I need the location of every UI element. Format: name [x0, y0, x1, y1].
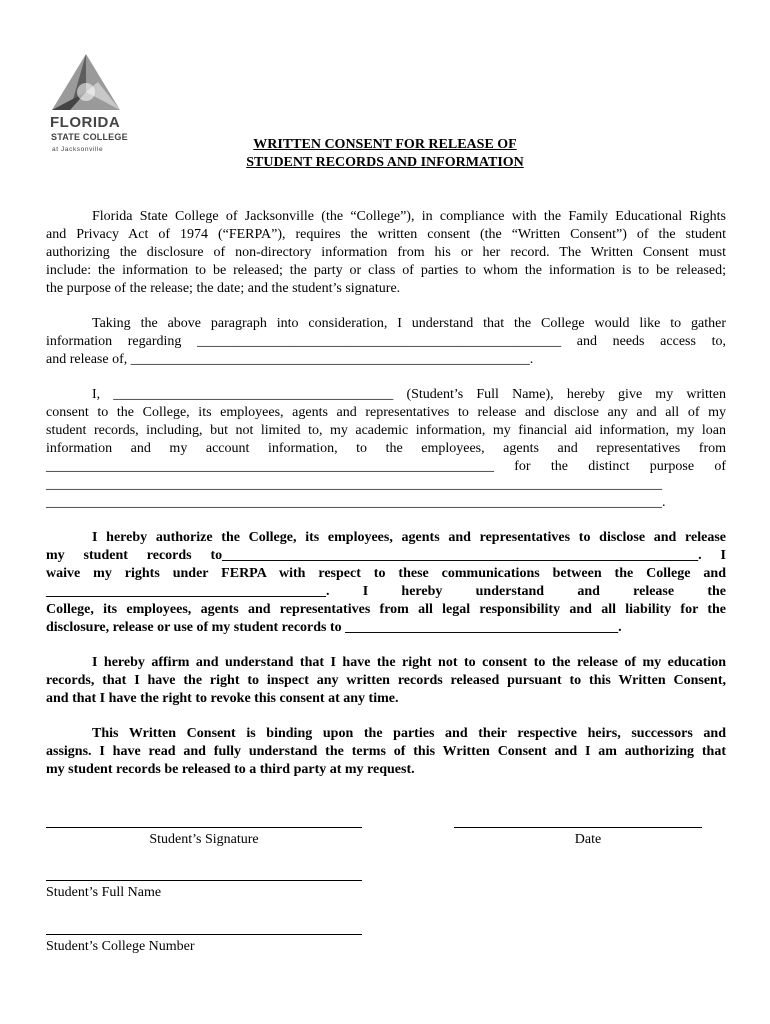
para4-line: my student records to____________________________________________________________________. I	[46, 548, 726, 563]
logo-line-1: FLORIDA	[50, 114, 121, 131]
full-name-label: Student’s Full Name	[46, 885, 162, 900]
para6-line: my student records be released to a third party at my request.	[46, 762, 415, 777]
document-title-line-2: STUDENT RECORDS AND INFORMATION	[246, 155, 524, 170]
authorization-paragraph	[46, 529, 726, 637]
information-regarding-paragraph	[46, 315, 726, 369]
para3-line: information and my account information, to the employees, agents and representatives from	[46, 441, 726, 456]
para1-line: Florida State College of Jacksonville (the “College”), in compliance with the Family Educational Rights	[92, 209, 726, 224]
college-number-line[interactable]	[46, 934, 362, 935]
para6-line: This Written Consent is binding upon the parties and their respective heirs, successors and	[92, 726, 726, 741]
para2-line: information regarding ____________________________________________________ and needs access to,	[46, 334, 726, 349]
para3-line: consent to the College, its employees, agents and representatives to release and disclose any and all of my	[46, 405, 726, 420]
para5-line: records, that I have the right to inspect any written records released pursuant to this Written Consent,	[46, 673, 726, 688]
date-label: Date	[574, 832, 602, 847]
full-name-line[interactable]	[46, 880, 362, 881]
para4-line: ________________________________________. I hereby understand and release the	[46, 584, 726, 599]
para3-line: student records, including, but not limited to, my academic information, my financial aid information, my loan	[46, 423, 726, 438]
logo-line-2: STATE COLLEGE	[51, 132, 128, 142]
logo-line-3: at Jacksonville	[52, 146, 104, 153]
document-title-line-1: WRITTEN CONSENT FOR RELEASE OF	[253, 137, 517, 152]
para3-line: ________________________________________________________________ for the distinct purpose of	[46, 459, 726, 474]
para4-line: College, its employees, agents and representatives from all legal responsibility and all liability for the	[46, 602, 726, 617]
para1-line: and Privacy Act of 1974 (“FERPA”), requires the written consent (the “Written Consent”) of the student	[46, 227, 726, 242]
consent-paragraph	[46, 386, 726, 512]
para2-line: Taking the above paragraph into consideration, I understand that the College would like to gather	[92, 316, 726, 331]
para1-line: authorizing the disclosure of non-directory information from his or her record. The Written Consent must	[46, 245, 726, 260]
ferpa-intro-paragraph	[46, 208, 726, 298]
para3-line: ________________________________________________________________________________________	[46, 477, 662, 492]
para3-line: I, ________________________________________ (Student’s Full Name), hereby give my written	[92, 387, 726, 402]
college-number-label: Student’s College Number	[46, 939, 195, 954]
para2-line: and release of, _________________________________________________________.	[46, 352, 534, 367]
para1-line: include: the information to be released; the party or class of parties to whom the information is to be released;	[46, 263, 726, 278]
para5-line: and that I have the right to revoke this consent at any time.	[46, 691, 399, 706]
para6-line: assigns. I have read and fully understand the terms of this Written Consent and I am authorizing that	[46, 744, 726, 759]
binding-paragraph	[46, 725, 726, 779]
student-signature-line[interactable]	[46, 827, 362, 828]
affirmation-paragraph	[46, 654, 726, 708]
para1-line: the purpose of the release; the date; and the student’s signature.	[46, 281, 401, 296]
para4-line: disclosure, release or use of my student records to _______________________________________.	[46, 620, 622, 635]
logo-triangle-icon	[46, 52, 126, 114]
para5-line: I hereby affirm and understand that I have the right not to consent to the release of my education	[92, 655, 726, 670]
student-signature-label: Student’s Signature	[149, 832, 259, 847]
para4-line: I hereby authorize the College, its employees, agents and representatives to disclose and release	[92, 530, 726, 545]
para4-line: waive my rights under FERPA with respect to these communications between the College and	[46, 566, 726, 581]
para3-line: ________________________________________________________________________________________.	[46, 495, 666, 510]
date-line[interactable]	[454, 827, 702, 828]
